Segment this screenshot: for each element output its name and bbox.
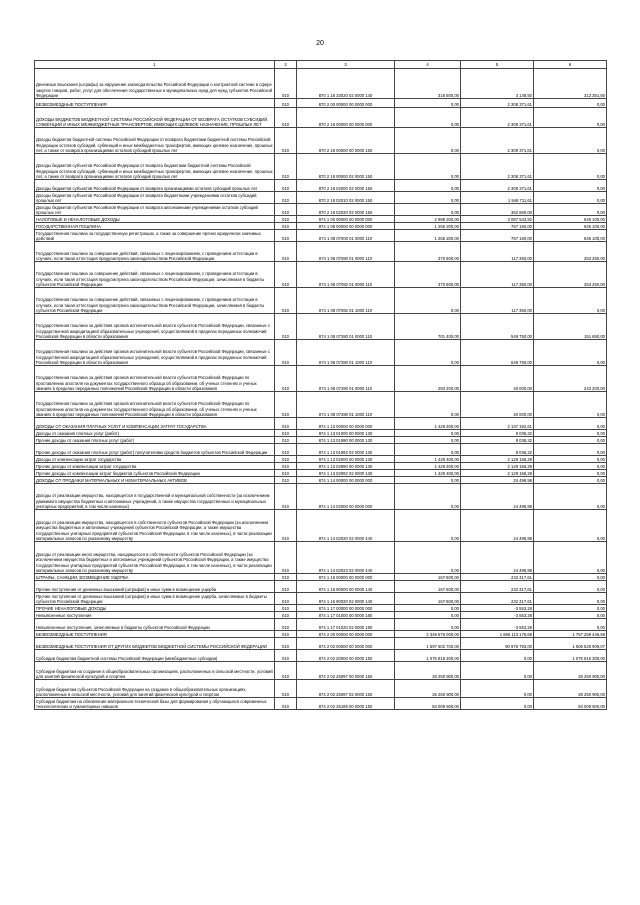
row-classification-code-cell: 874 1 00 00000 00 0000 000 [297,216,395,223]
row-line-code-cell: 010 [275,605,297,612]
table-row [35,430,607,437]
row-unexecuted-amount-cell: 0,00 [534,444,607,456]
row-unexecuted-amount-cell: 28 250 900,00 [534,680,607,698]
row-unexecuted-amount-cell: 253 250,00 [534,242,607,262]
table-row [35,463,607,470]
row-classification-code-cell: 874 1 08 07000 01 0000 110 [297,230,395,242]
table-row [35,619,607,631]
row-unexecuted-amount-cell: 0,00 [534,477,607,484]
row-classification-code-cell: 874 2 02 25097 02 0000 150 [297,680,395,698]
table-row [35,69,607,99]
row-executed-amount-cell: 549 750,00 [461,340,534,366]
row-name-cell: Государственная пошлина за совершение действий, связанных с лицензированием, с проведением аттестации в случаях, если такая аттестация предусмотрена законодательством Российской Федерации, зачисляемая в бюджеты субъектов Российской Федерации [35,288,275,314]
row-line-code-cell: 010 [275,593,297,605]
row-unexecuted-amount-cell: 0,00 [534,128,607,154]
table-row [35,680,607,698]
row-name-cell: Денежные взыскания (штрафы) за нарушение законодательства Российской Федерации о контрактной системе в сфере закупок товаров, работ, услуг для обеспечения государственных и муниципальных нужд для нужд субъектов Российской Федерации [35,69,275,99]
row-name-cell: Государственная пошлина за действия органов исполнительной власти субъектов Российской Федерации по проставлению апостиля на документах государственного образца об образовании, об ученых степенях и ученых званиях в пределах переданных полномочий Российской Федерации в области образования [35,392,275,418]
row-name-cell: Невыясненные поступления [35,612,275,619]
row-classification-code-cell: 874 2 02 20000 00 0000 150 [297,650,395,662]
row-approved-amount-cell: 0,00 [395,180,461,192]
row-unexecuted-amount-cell: 0,00 [534,430,607,437]
row-classification-code-cell: 874 1 16 00000 00 0000 000 [297,574,395,581]
row-approved-amount-cell: 0,00 [395,288,461,314]
row-approved-amount-cell: 28 250 900,00 [395,680,461,698]
row-line-code-cell: 010 [275,612,297,619]
table-row [35,262,607,288]
row-executed-amount-cell: 2 309 371,61 [461,99,534,108]
row-line-code-cell: 010 [275,662,297,680]
table-header [35,61,607,69]
row-approved-amount-cell: 2 989 200,00 [395,216,461,223]
row-classification-code-cell: 870 2 18 02000 02 0000 150 [297,180,395,192]
row-classification-code-cell: 874 1 14 02023 02 0000 440 [297,542,395,574]
row-executed-amount-cell: 3 087 543,92 [461,216,534,223]
row-name-cell: Доходы бюджетов субъектов Российской Федерации от возврата бюджетами бюджетной системы Российской Федерации остатков субсидий, субвенций и иных межбюджетных трансфертов, имеющих целевое назначение, прошлых лет, а также от возврата организациями остатков субсидий прошлых лет [35,154,275,180]
row-executed-amount-cell: 117 350,00 [461,262,534,288]
row-line-code-cell: 010 [275,288,297,314]
table-row [35,223,607,230]
row-approved-amount-cell: 0,00 [395,605,461,612]
row-classification-code-cell: 874 1 14 02000 00 0000 000 [297,484,395,510]
row-line-code-cell: 010 [275,262,297,288]
row-approved-amount-cell: 1 255 200,00 [395,230,461,242]
row-approved-amount-cell: 1 429 400,00 [395,470,461,477]
row-unexecuted-amount-cell: 649 100,00 [534,216,607,223]
row-classification-code-cell: 874 1 13 01990 00 0000 130 [297,437,395,444]
table-row [35,366,607,392]
row-executed-amount-cell: 2 309 371,61 [461,108,534,128]
row-classification-code-cell: 874 1 08 07390 01 0000 110 [297,366,395,392]
row-unexecuted-amount-cell: 0,00 [534,574,607,581]
row-executed-amount-cell: -3 553,28 [461,619,534,631]
row-approved-amount-cell: 0,00 [395,542,461,574]
row-unexecuted-amount-cell: 0,00 [534,204,607,216]
row-approved-amount-cell: 316 500,00 [395,69,461,99]
row-executed-amount-cell: 362 660,00 [461,204,534,216]
row-unexecuted-amount-cell: 0,00 [534,192,607,204]
row-unexecuted-amount-cell: 1 075 816 300,00 [534,650,607,662]
row-line-code-cell: 010 [275,510,297,542]
row-classification-code-cell: 874 1 08 07082 01 0000 110 [297,262,395,288]
table-row [35,574,607,581]
row-approved-amount-cell: 0,00 [395,477,461,484]
row-line-code-cell: 010 [275,223,297,230]
row-unexecuted-amount-cell: 0,00 [534,456,607,463]
row-name-cell: Доходы от реализации иного имущества, находящегося в собственности субъектов Российской Федерации (за исключением имущества бюджетных и автономных учреждений субъектов Российской Федерации, а также имущества государственных унитарных предприятий субъектов Российской Федерации, в том числе казенных), в части реализации материальных запасов по указанному имуществу [35,542,275,574]
row-line-code-cell: 010 [275,340,297,366]
row-line-code-cell: 010 [275,180,297,192]
table-row [35,593,607,605]
row-executed-amount-cell: 232 317,61 [461,574,534,581]
table-row [35,605,607,612]
row-name-cell: Государственная пошлина за совершение действий, связанных с лицензированием, с проведением аттестации в случаях, если такая аттестация предусмотрена законодательством Российской Федерации [35,242,275,262]
row-executed-amount-cell: 0,00 [461,650,534,662]
table-body [35,69,607,710]
row-classification-code-cell: 874 1 08 00000 00 0000 000 [297,223,395,230]
row-classification-code-cell: 870 2 18 00000 00 0000 150 [297,128,395,154]
row-line-code-cell: 010 [275,230,297,242]
row-line-code-cell: 010 [275,484,297,510]
row-line-code-cell: 010 [275,366,297,392]
row-name-cell: Доходы от реализации имущества, находящегося в государственной и муниципальной собственности (за исключением движимого имущества бюджетных и автономных учреждений, а также имущества государственных и муниципальных унитарных предприятий, в том числе казенных) [35,484,275,510]
table-row [35,638,607,650]
row-line-code-cell: 010 [275,444,297,456]
row-line-code-cell: 010 [275,204,297,216]
column-header-3: 3 [297,61,395,69]
row-executed-amount-cell: 0,00 [461,698,534,710]
row-name-cell: Прочие доходы от компенсации затрат бюджетов субъектов Российской Федерации [35,470,275,477]
row-unexecuted-amount-cell: 313 351,50 [534,69,607,99]
row-line-code-cell: 010 [275,698,297,710]
row-executed-amount-cell: 2 309 371,61 [461,154,534,180]
row-line-code-cell: 010 [275,542,297,574]
row-line-code-cell: 010 [275,128,297,154]
row-unexecuted-amount-cell: 0,00 [534,418,607,430]
row-executed-amount-cell: -3 553,28 [461,612,534,619]
table-row [35,484,607,510]
row-approved-amount-cell: 28 250 900,00 [395,662,461,680]
table-row [35,288,607,314]
row-unexecuted-amount-cell: 0,00 [534,99,607,108]
row-line-code-cell: 010 [275,392,297,418]
row-name-cell: Невыясненные поступления, зачисляемые в бюджеты субъектов Российской Федерации [35,619,275,631]
row-name-cell: ПРОЧИЕ НЕНАЛОГОВЫЕ ДОХОДЫ [35,605,275,612]
row-name-cell: Прочие поступления от денежных взысканий (штрафов) и иных сумм в возмещение ущерба [35,581,275,593]
row-executed-amount-cell: 0,00 [461,662,534,680]
row-classification-code-cell: 874 1 16 90000 00 0000 140 [297,581,395,593]
row-unexecuted-amount-cell: 243 200,00 [534,366,607,392]
row-classification-code-cell: 870 2 18 02010 02 0000 150 [297,192,395,204]
row-executed-amount-cell: 40 000,00 [461,366,534,392]
table-row [35,581,607,593]
row-classification-code-cell: 874 1 17 01020 02 0000 180 [297,619,395,631]
row-classification-code-cell: 874 1 13 00000 00 0000 000 [297,418,395,430]
row-executed-amount-cell: 549 750,00 [461,314,534,340]
row-classification-code-cell: 874 1 16 90020 02 0000 140 [297,593,395,605]
row-name-cell: Доходы от компенсации затрат государства [35,456,275,463]
row-classification-code-cell: 874 1 08 07380 01 0000 110 [297,314,395,340]
table-row [35,418,607,430]
row-unexecuted-amount-cell: 0,00 [534,437,607,444]
table-row [35,444,607,456]
column-header-6: 6 [534,61,607,69]
row-line-code-cell: 010 [275,456,297,463]
row-executed-amount-cell: 24 498,98 [461,510,534,542]
row-approved-amount-cell: 1 075 816 300,00 [395,650,461,662]
row-classification-code-cell: 874 1 08 07082 01 1000 110 [297,288,395,314]
row-approved-amount-cell: 0,00 [395,108,461,128]
table-row [35,650,607,662]
row-unexecuted-amount-cell: 0,00 [534,581,607,593]
row-classification-code-cell: 874 2 00 00000 00 0000 000 [297,631,395,638]
row-unexecuted-amount-cell: 1 506 525 909,07 [534,638,607,650]
row-name-cell: Субсидии бюджетам на создание в общеобразовательных организациях, расположенных в сельской местности, условий для занятий физической культурой и спортом [35,662,275,680]
page-number: 20 [316,40,324,47]
row-name-cell: Доходы бюджетов субъектов Российской Федерации от возврата автономными учреждениями остатков субсидий прошлых лет [35,204,275,216]
row-classification-code-cell: 870 2 18 00000 02 0000 150 [297,154,395,180]
row-classification-code-cell: 874 1 17 00000 00 0000 000 [297,605,395,612]
row-classification-code-cell: 874 1 14 02020 02 0000 440 [297,510,395,542]
row-executed-amount-cell: 2 129 156,29 [461,470,534,477]
row-classification-code-cell: 874 1 14 00000 00 0000 000 [297,477,395,484]
table-row [35,204,607,216]
row-name-cell: Прочие доходы от компенсации затрат государства [35,463,275,470]
row-line-code-cell: 010 [275,314,297,340]
row-unexecuted-amount-cell: 0,00 [534,605,607,612]
row-approved-amount-cell: 167 600,00 [395,574,461,581]
row-line-code-cell: 010 [275,680,297,698]
column-header-2: 2 [275,61,297,69]
row-line-code-cell: 010 [275,477,297,484]
row-name-cell: ШТРАФЫ, САНКЦИИ, ВОЗМЕЩЕНИЕ УЩЕРБА [35,574,275,581]
table-row [35,99,607,108]
row-classification-code-cell: 874 2 02 00000 00 0000 000 [297,638,395,650]
row-unexecuted-amount-cell: 0,00 [534,340,607,366]
row-unexecuted-amount-cell: 0,00 [534,470,607,477]
row-name-cell: Субсидии бюджетам бюджетной системы Российской Федерации (межбюджетные субсидии) [35,650,275,662]
row-name-cell: БЕЗВОЗМЕЗДНЫЕ ПОСТУПЛЕНИЯ ОТ ДРУГИХ БЮДЖЕТОВ БЮДЖЕТНОЙ СИСТЕМЫ РОССИЙСКОЙ ФЕДЕРАЦИИ [35,638,275,650]
row-name-cell: Доходы бюджетов бюджетной системы Российской Федерации от возврата бюджетами бюджетной системы Российской Федерации остатков субсидий, субвенций и иных межбюджетных трансфертов, имеющих целевое назначение, прошлых лет, а также от возврата организациями остатков субсидий прошлых лет [35,128,275,154]
row-approved-amount-cell: 167 600,00 [395,581,461,593]
row-classification-code-cell: 870 2 18 00000 00 0000 000 [297,108,395,128]
row-unexecuted-amount-cell: 0,00 [534,288,607,314]
table-row [35,340,607,366]
row-unexecuted-amount-cell: 0,00 [534,510,607,542]
table-row [35,242,607,262]
row-name-cell: Доходы бюджетов субъектов Российской Федерации от возврата бюджетными учреждениями остатков субсидий прошлых лет [35,192,275,204]
row-name-cell: НАЛОГОВЫЕ И НЕНАЛОГОВЫЕ ДОХОДЫ [35,216,275,223]
row-line-code-cell: 010 [275,650,297,662]
table-row [35,698,607,710]
row-line-code-cell: 010 [275,631,297,638]
row-name-cell: ДОХОДЫ БЮДЖЕТОВ БЮДЖЕТНОЙ СИСТЕМЫ РОССИЙСКОЙ ФЕДЕРАЦИИ ОТ ВОЗВРАТА ОСТАТКОВ СУБСИДИЙ, СУБВЕНЦИЙ И ИНЫХ МЕЖБЮДЖЕТНЫХ ТРАНСФЕРТОВ, ИМЕЮЩИХ ЦЕЛЕВОЕ НАЗНАЧЕНИЕ, ПРОШЛЫХ ЛЕТ [35,108,275,128]
row-name-cell: Доходы от реализации имущества, находящегося в собственности субъектов Российской Федерации (за исключением имущества бюджетных и автономных учреждений субъектов Российской Федерации, а также имущества государственных унитарных предприятий субъектов Российской Федерации, в том числе казенных), в части реализации материальных запасов по указанному имуществу [35,510,275,542]
row-name-cell: Государственная пошлина за действия органов исполнительной власти субъектов Российской Федерации, связанные с государственной аккредитацией образовательных учреждений, осуществляемой в пределах переданных полномочий Российской Федерации в области образования [35,340,275,366]
table-row [35,477,607,484]
row-name-cell: БЕЗВОЗМЕЗДНЫЕ ПОСТУПЛЕНИЯ [35,631,275,638]
row-approved-amount-cell: 0,00 [395,192,461,204]
row-classification-code-cell: 874 1 13 02992 02 0000 130 [297,470,395,477]
row-classification-code-cell: 874 2 02 25097 00 0000 150 [297,662,395,680]
row-classification-code-cell: 874 1 13 02990 00 0000 130 [297,463,395,470]
row-executed-amount-cell: 2 309 371,61 [461,180,534,192]
row-line-code-cell: 010 [275,154,297,180]
table-row [35,542,607,574]
row-classification-code-cell: 870 2 00 00000 00 0000 000 [297,99,395,108]
row-name-cell: БЕЗВОЗМЕЗДНЫЕ ПОСТУПЛЕНИЯ [35,99,275,108]
row-approved-amount-cell: 0,00 [395,204,461,216]
row-classification-code-cell: 870 2 18 02020 02 0000 150 [297,204,395,216]
column-header-4: 4 [395,61,461,69]
row-executed-amount-cell: 0,00 [461,680,534,698]
row-line-code-cell: 010 [275,638,297,650]
row-executed-amount-cell: 2 137 192,61 [461,418,534,430]
row-name-cell: ДОХОДЫ ОТ ОКАЗАНИЯ ПЛАТНЫХ УСЛУГ И КОМПЕНСАЦИИ ЗАТРАТ ГОСУДАРСТВА [35,418,275,430]
table-row [35,154,607,180]
row-classification-code-cell: 874 2 02 25169 00 0000 150 [297,698,395,710]
row-executed-amount-cell: -3 553,28 [461,605,534,612]
row-classification-code-cell: 874 1 13 02000 00 0000 130 [297,456,395,463]
table-row [35,612,607,619]
row-name-cell: ДОХОДЫ ОТ ПРОДАЖИ МАТЕРИАЛЬНЫХ И НЕМАТЕРИАЛЬНЫХ АКТИВОВ [35,477,275,484]
table-row [35,456,607,463]
row-approved-amount-cell: 0,00 [395,154,461,180]
row-executed-amount-cell: 3 148,50 [461,69,534,99]
row-executed-amount-cell: 232 317,61 [461,581,534,593]
row-name-cell: Государственная пошлина за действия органов исполнительной власти субъектов Российской Федерации по проставлению апостиля на документах государственного образца об образовании, об ученых степенях и ученых званиях в пределах переданных полномочий Российской Федерации в области образования [35,366,275,392]
row-approved-amount-cell: 84 009 500,00 [395,698,461,710]
row-approved-amount-cell: 167 600,00 [395,593,461,605]
row-unexecuted-amount-cell: 0,00 [534,180,607,192]
row-unexecuted-amount-cell: 0,00 [534,463,607,470]
row-approved-amount-cell: 0,00 [395,612,461,619]
row-executed-amount-cell: 8 036,32 [461,444,534,456]
row-executed-amount-cell: 117 350,00 [461,288,534,314]
row-unexecuted-amount-cell: 28 250 900,00 [534,662,607,680]
row-approved-amount-cell: 1 429 400,00 [395,418,461,430]
row-approved-amount-cell: 701 400,00 [395,314,461,340]
row-executed-amount-cell: 2 309 371,61 [461,128,534,154]
row-approved-amount-cell: 0,00 [395,444,461,456]
row-approved-amount-cell: 1 255 200,00 [395,223,461,230]
table-row [35,470,607,477]
row-executed-amount-cell: 2 129 156,29 [461,463,534,470]
row-approved-amount-cell: 283 200,00 [395,366,461,392]
row-line-code-cell: 010 [275,463,297,470]
row-approved-amount-cell: 1 429 400,00 [395,456,461,463]
table-row [35,631,607,638]
table-row [35,437,607,444]
row-name-cell: Государственная пошлина за государственную регистрацию, а также за совершение прочих юридически значимых действий [35,230,275,242]
row-executed-amount-cell: 8 036,32 [461,430,534,437]
row-unexecuted-amount-cell: 0,00 [534,392,607,418]
row-line-code-cell: 010 [275,108,297,128]
row-approved-amount-cell: 2 349 576 000,00 [395,631,461,638]
row-executed-amount-cell: 24 498,98 [461,542,534,574]
row-classification-code-cell: 870 1 16 33020 02 0000 140 [297,69,395,99]
row-line-code-cell: 010 [275,242,297,262]
table-row [35,662,607,680]
row-unexecuted-amount-cell: 645 100,00 [534,223,607,230]
row-executed-amount-cell: 40 000,00 [461,392,534,418]
row-classification-code-cell: 874 1 08 07390 01 1000 110 [297,392,395,418]
row-executed-amount-cell: 24 498,98 [461,477,534,484]
row-name-cell: Прочие поступления от денежных взысканий (штрафов) и иных сумм в возмещение ущерба, зачисляемые в бюджеты субъектов Российской Федерации [35,593,275,605]
row-executed-amount-cell: 767 160,00 [461,223,534,230]
row-approved-amount-cell: 0,00 [395,99,461,108]
row-line-code-cell: 010 [275,99,297,108]
table-row [35,128,607,154]
row-line-code-cell: 010 [275,216,297,223]
row-approved-amount-cell: 370 600,00 [395,262,461,288]
row-approved-amount-cell: 1 429 400,00 [395,463,461,470]
row-name-cell: Прочие доходы от оказания платных услуг (работ) получателями средств бюджетов субъектов Российской Федерации [35,444,275,456]
row-approved-amount-cell: 0,00 [395,437,461,444]
row-line-code-cell: 010 [275,574,297,581]
row-executed-amount-cell: 1 666 113 176,68 [461,631,534,638]
row-approved-amount-cell: 0,00 [395,619,461,631]
row-approved-amount-cell: 0,00 [395,510,461,542]
row-line-code-cell: 010 [275,581,297,593]
row-approved-amount-cell: 0,00 [395,340,461,366]
row-executed-amount-cell: 2 129 156,29 [461,456,534,463]
row-name-cell: Прочие доходы от оказания платных услуг (работ) [35,437,275,444]
row-unexecuted-amount-cell: 0,00 [534,154,607,180]
row-unexecuted-amount-cell: 0,00 [534,593,607,605]
table-row [35,392,607,418]
table-row [35,216,607,223]
row-unexecuted-amount-cell: 84 009 500,00 [534,698,607,710]
row-approved-amount-cell: 0,00 [395,128,461,154]
table-row [35,230,607,242]
row-name-cell: Доходы бюджетов субъектов Российской Федерации от возврата организациями остатков субсидий прошлых лет [35,180,275,192]
row-line-code-cell: 010 [275,619,297,631]
row-executed-amount-cell: 117 350,00 [461,242,534,262]
row-executed-amount-cell: 1 946 711,61 [461,192,534,204]
row-approved-amount-cell: 0,00 [395,430,461,437]
row-classification-code-cell: 874 1 13 01992 02 0000 130 [297,444,395,456]
row-classification-code-cell: 874 1 08 07080 01 0000 110 [297,242,395,262]
row-approved-amount-cell: 370 600,00 [395,242,461,262]
row-name-cell: Государственная пошлина за действия органов исполнительной власти субъектов Российской Федерации, связанные с государственной аккредитацией образовательных учреждений, осуществляемой в пределах переданных полномочий Российской Федерации в области образования [35,314,275,340]
row-approved-amount-cell: 0,00 [395,484,461,510]
row-executed-amount-cell: 24 498,98 [461,484,534,510]
table-row [35,108,607,128]
row-name-cell: Доходы от оказания платных услуг (работ) [35,430,275,437]
row-approved-amount-cell: 1 597 502 700,00 [395,638,461,650]
row-classification-code-cell: 874 1 17 01000 00 0000 180 [297,612,395,619]
row-classification-code-cell: 874 1 13 01000 00 0000 130 [297,430,395,437]
row-name-cell: Субсидии бюджетам субъектов Российской Федерации на создание в общеобразовательных организациях, расположенных в сельской местности, условий для занятий физической культурой и спортом [35,680,275,698]
row-line-code-cell: 010 [275,437,297,444]
row-executed-amount-cell: 90 976 793,00 [461,638,534,650]
row-unexecuted-amount-cell: 0,00 [534,108,607,128]
table-row [35,314,607,340]
row-line-code-cell: 010 [275,69,297,99]
row-unexecuted-amount-cell: 0,00 [534,484,607,510]
row-name-cell: Субсидии бюджетам на обновление материально-технической базы для формирования у обучающихся современных технологических и гуманитарных навыков [35,698,275,710]
row-unexecuted-amount-cell: 0,00 [534,542,607,574]
row-executed-amount-cell: 8 036,32 [461,437,534,444]
row-executed-amount-cell: 767 160,00 [461,230,534,242]
row-unexecuted-amount-cell: 645 100,00 [534,230,607,242]
column-header-5: 5 [461,61,534,69]
table-row [35,180,607,192]
budget-report-table [34,60,607,710]
row-line-code-cell: 010 [275,430,297,437]
row-name-cell: ГОСУДАРСТВЕННАЯ ПОШЛИНА [35,223,275,230]
row-unexecuted-amount-cell: 1 757 259 446,58 [534,631,607,638]
row-unexecuted-amount-cell: 0,00 [534,619,607,631]
row-line-code-cell: 010 [275,192,297,204]
row-line-code-cell: 010 [275,470,297,477]
table-row [35,510,607,542]
row-unexecuted-amount-cell: 0,00 [534,612,607,619]
table-row [35,192,607,204]
column-header-1: 1 [35,61,275,69]
row-approved-amount-cell: 0,00 [395,392,461,418]
row-name-cell: Государственная пошлина за совершение действий, связанных с лицензированием, с проведением аттестации в случаях, если такая аттестация предусмотрена законодательством Российской Федерации, зачисляемая в бюджеты субъектов Российской Федерации [35,262,275,288]
row-unexecuted-amount-cell: 151 650,00 [534,314,607,340]
row-classification-code-cell: 874 1 08 07380 01 1000 110 [297,340,395,366]
row-unexecuted-amount-cell: 253 250,00 [534,262,607,288]
row-executed-amount-cell: 232 317,61 [461,593,534,605]
row-line-code-cell: 010 [275,418,297,430]
